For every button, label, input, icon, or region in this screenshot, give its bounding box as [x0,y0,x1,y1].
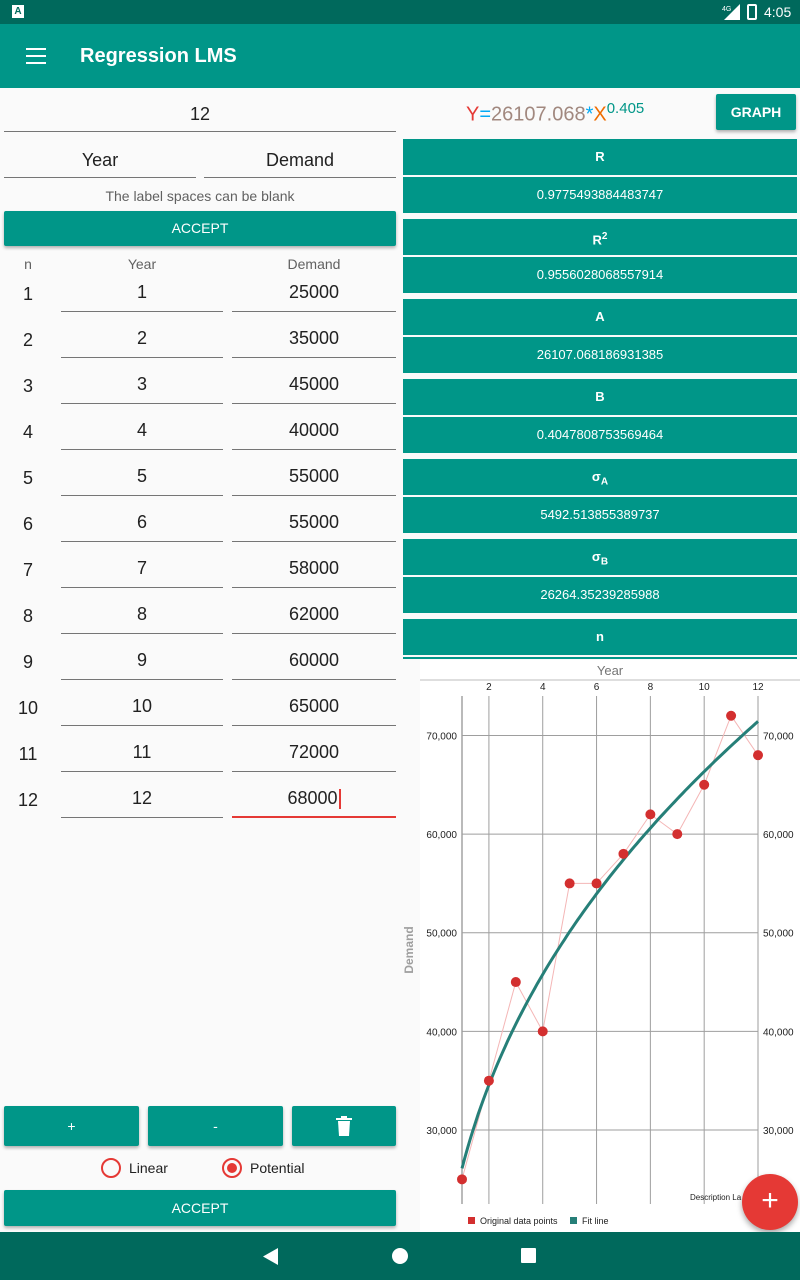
data-point [699,780,709,790]
stat-label [403,459,797,495]
y-tick-label-left: 50,000 [426,928,457,940]
row-index: 10 [17,698,39,718]
data-point [753,750,763,760]
x-value-input[interactable]: 7 [61,558,223,588]
row-index: 4 [22,422,33,442]
recents-icon[interactable] [521,1248,537,1264]
regression-equation [466,100,644,127]
row-index: 6 [22,514,33,534]
x-tick-label: 8 [647,682,654,693]
y-value-text: 25000 [288,282,340,302]
y-tick-label-left: 30,000 [426,1126,457,1138]
x-value-input[interactable]: 11 [61,742,223,772]
y-value-input[interactable] [232,374,396,404]
y-tick-label-right: 30,000 [763,1126,794,1138]
y-value-input[interactable] [232,650,396,680]
y-tick-label-right: 60,000 [763,830,794,842]
stat-value [403,657,797,659]
data-point [726,711,736,721]
equation-times: * [585,103,594,126]
status-bar [0,0,800,24]
y-tick-label-left: 40,000 [426,1027,457,1039]
data-point [672,829,682,839]
y-value-text: 60000 [288,650,340,670]
navigation-bar [0,1232,800,1280]
x-value-input[interactable]: 8 [61,604,223,634]
app-title: Regression LMS [80,45,237,67]
data-point [565,878,575,888]
row-index: 9 [22,652,33,672]
app-notification-icon: A [12,5,24,18]
y-axis-title: Demand [402,926,416,974]
stat-label [403,139,797,175]
y-value-input[interactable] [232,282,396,312]
x-value-input[interactable]: 2 [61,328,223,358]
y-value-text: 62000 [288,604,340,624]
equation-x: X [593,103,607,126]
column-header-n: n [24,256,32,272]
y-value-input[interactable] [232,328,396,358]
y-value-input[interactable] [232,558,396,588]
text-cursor [339,789,341,809]
delete-all-button[interactable] [292,1106,396,1146]
chart-description: Description La [690,1193,742,1202]
x-value-input[interactable]: 3 [61,374,223,404]
data-point [645,809,655,819]
stat-label-sub: A [600,476,609,488]
stat-value: 0.9775493884483747 [403,177,797,213]
data-point [538,1026,548,1036]
row-index: 2 [22,330,33,350]
stat-label-text: B [595,389,605,404]
x-axis-title: Year [596,663,624,678]
stat-label [403,299,797,335]
radio-potential-label: Potential [250,1160,305,1176]
y-value-input[interactable] [232,742,396,772]
stat-label-sup: 2 [601,231,608,242]
x-value-input[interactable]: 6 [61,512,223,542]
column-header-x: Year [127,256,157,272]
label-hint: The label spaces can be blank [105,188,295,204]
fit-line [462,721,758,1168]
trash-icon [336,1116,352,1136]
row-index: 7 [22,560,33,580]
y-value-input[interactable] [232,696,396,726]
data-point [457,1174,467,1184]
x-tick-label: 10 [698,682,710,693]
row-index: 5 [22,468,33,488]
y-value-input[interactable] [232,788,396,818]
x-value-input[interactable]: 5 [61,466,223,496]
accept-data-button[interactable]: ACCEPT [4,1190,396,1226]
y-value-text: 68000 [287,788,338,808]
data-point [618,849,628,859]
y-value-input[interactable] [232,466,396,496]
legend-label-fit: Fit line [582,1216,609,1226]
x-value-input[interactable]: 10 [61,696,223,726]
stat-label [403,379,797,415]
x-value-input[interactable]: 9 [61,650,223,680]
back-icon[interactable] [263,1248,279,1265]
y-value-text: 55000 [288,466,340,486]
equation-equals: = [479,103,492,126]
legend-swatch-original [468,1217,475,1224]
equation-coefficient: 26107.068 [491,103,586,126]
radio-linear-label: Linear [129,1160,168,1176]
y-value-text: 45000 [288,374,340,394]
point-count-input[interactable]: 12 [4,104,396,132]
home-icon[interactable] [392,1248,408,1264]
row-index: 8 [22,606,33,626]
y-value-text: 35000 [288,328,340,348]
legend-swatch-fit [570,1217,577,1224]
equation-y: Y [466,103,480,126]
x-tick-label: 4 [539,682,546,693]
x-tick-label: 2 [486,682,492,693]
stat-label [403,619,797,655]
radio-potential-circle[interactable] [222,1158,242,1178]
add-fab-button[interactable]: + [742,1174,798,1230]
y-label-input[interactable]: Demand [204,150,396,178]
y-value-input[interactable] [232,512,396,542]
y-value-text: 65000 [288,696,340,716]
app-bar [0,24,800,88]
menu-icon[interactable] [26,48,46,64]
battery-icon [747,4,757,20]
data-point [484,1076,494,1086]
data-point [511,977,521,987]
chart-svg [402,660,800,1232]
add-row-button[interactable]: + [4,1106,139,1146]
column-header-y: Demand [287,256,341,272]
stat-value: 26264.35239285988 [403,577,797,613]
x-value-input[interactable]: 12 [61,788,223,818]
y-tick-label-right: 40,000 [763,1027,794,1039]
stat-label [403,539,797,575]
x-value-input[interactable]: 1 [61,282,223,312]
legend-label-original: Original data points [480,1216,558,1226]
radio-linear[interactable] [101,1158,168,1178]
stat-value: 0.4047808753569464 [403,417,797,453]
data-point [592,878,602,888]
remove-row-button[interactable]: - [148,1106,283,1146]
equation-exponent: 0.405 [606,100,645,117]
y-value-text: 72000 [288,742,340,762]
stat-value: 0.9556028068557914 [403,257,797,293]
x-tick-label: 12 [752,682,764,693]
stat-label [403,219,797,255]
regression-chart [402,660,800,1232]
clock: 4:05 [764,4,792,20]
svg-text:4G: 4G [722,6,732,13]
radio-potential[interactable] [222,1158,304,1178]
accept-count-button[interactable]: ACCEPT [4,211,396,246]
data-entry-panel [0,88,400,1232]
y-value-input[interactable] [232,420,396,450]
stat-label-text: R [595,149,605,164]
row-index: 1 [22,284,33,304]
stat-label-text: σ [591,549,601,564]
stat-label-text: R [592,232,602,248]
y-tick-label-right: 50,000 [763,928,794,940]
y-tick-label-left: 60,000 [426,830,457,842]
y-value-input[interactable] [232,604,396,634]
y-tick-label-right: 70,000 [763,731,794,743]
stat-value: 5492.513855389737 [403,497,797,533]
y-tick-label-left: 70,000 [426,731,457,743]
x-label-input[interactable]: Year [4,150,196,178]
row-index: 11 [18,744,38,764]
row-index: 12 [17,790,39,810]
stat-label-sub: B [600,556,609,568]
x-tick-label: 6 [593,682,600,693]
stat-label-text: σ [591,469,601,484]
stat-label-text: n [596,629,604,644]
row-index: 3 [22,376,33,396]
graph-button[interactable]: GRAPH [716,94,796,130]
y-value-text: 40000 [288,420,340,440]
radio-linear-circle[interactable] [101,1158,121,1178]
y-value-text: 55000 [288,512,340,532]
y-value-text: 58000 [288,558,340,578]
data-connector-line [462,716,758,1180]
stat-value: 26107.068186931385 [403,337,797,373]
x-value-input[interactable]: 4 [61,420,223,450]
signal-icon [722,4,740,20]
stat-label-text: A [595,309,605,324]
